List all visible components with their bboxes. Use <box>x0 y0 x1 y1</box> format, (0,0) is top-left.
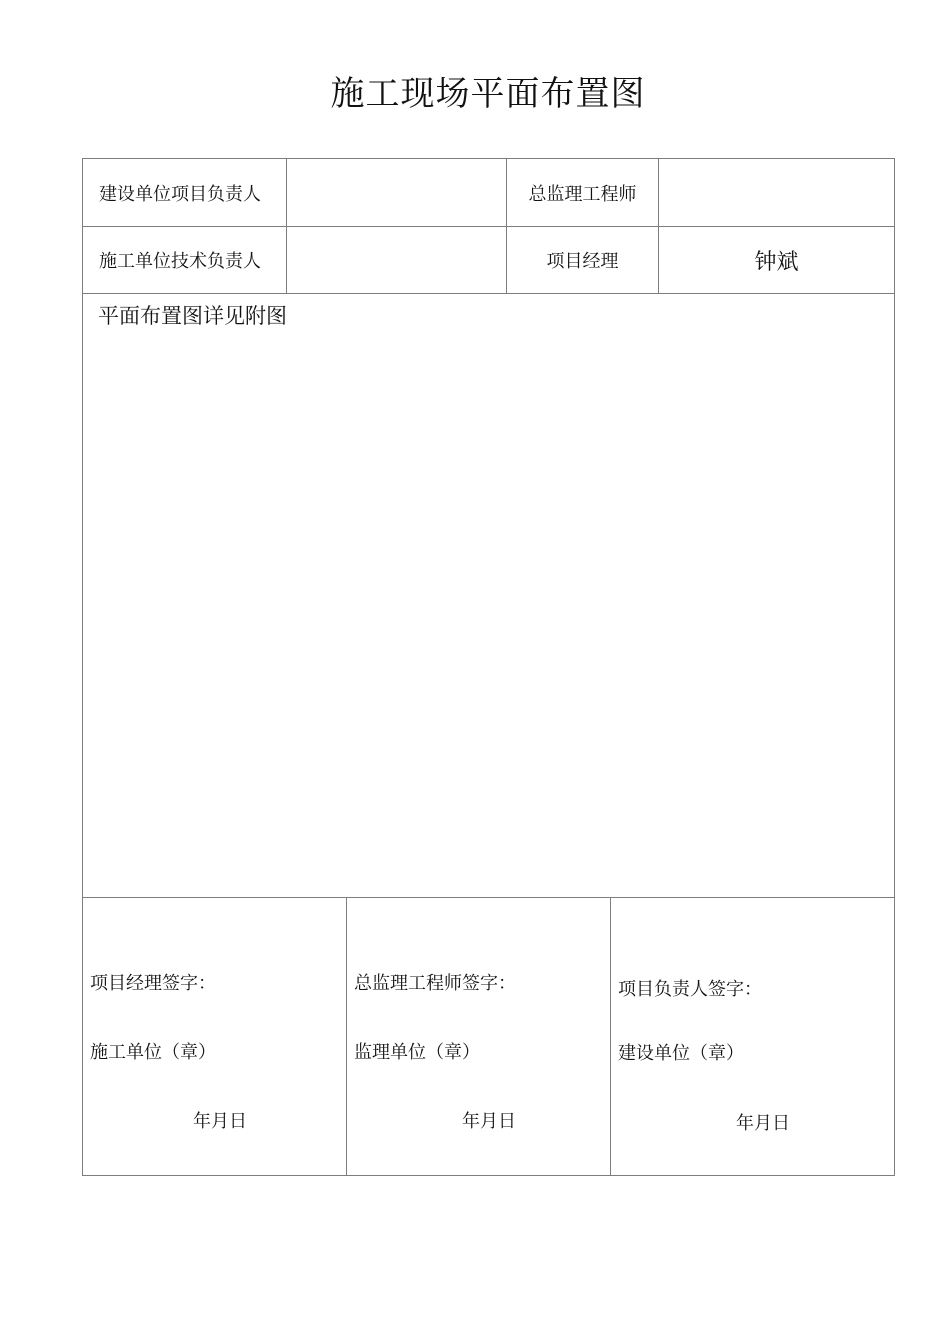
technical-lead-label: 施工单位技术负责人 <box>82 226 287 294</box>
page-title: 施工现场平面布置图 <box>330 74 646 114</box>
signature-block-supervisor <box>346 897 611 1176</box>
supervisor-unit-label: 监理单位（章） <box>354 1042 480 1063</box>
project-manager-label: 项目经理 <box>506 226 659 294</box>
project-manager-value[interactable]: 钟斌 <box>658 226 895 294</box>
layout-drawing-area <box>82 293 895 898</box>
chief-supervisor-label: 总监理工程师 <box>506 158 659 227</box>
supervisor-sign-label: 总监理工程师签字： <box>354 973 516 994</box>
supervisor-date-label: 年月日 <box>462 1111 516 1132</box>
technical-lead-value[interactable] <box>286 226 507 294</box>
chief-supervisor-value[interactable] <box>658 158 895 227</box>
construction-owner-label: 建设单位项目负责人 <box>82 158 287 227</box>
contractor-sign-label: 项目经理签字： <box>90 973 216 994</box>
construction-owner-value[interactable] <box>286 158 507 227</box>
contractor-date-label: 年月日 <box>193 1111 247 1132</box>
owner-unit-label: 建设单位（章） <box>618 1043 744 1064</box>
layout-note: 平面布置图详见附图 <box>98 304 287 328</box>
signature-block-contractor <box>82 897 347 1176</box>
contractor-unit-label: 施工单位（章） <box>90 1042 216 1063</box>
owner-sign-label: 项目负责人签字： <box>618 979 762 1000</box>
owner-date-label: 年月日 <box>736 1113 790 1134</box>
